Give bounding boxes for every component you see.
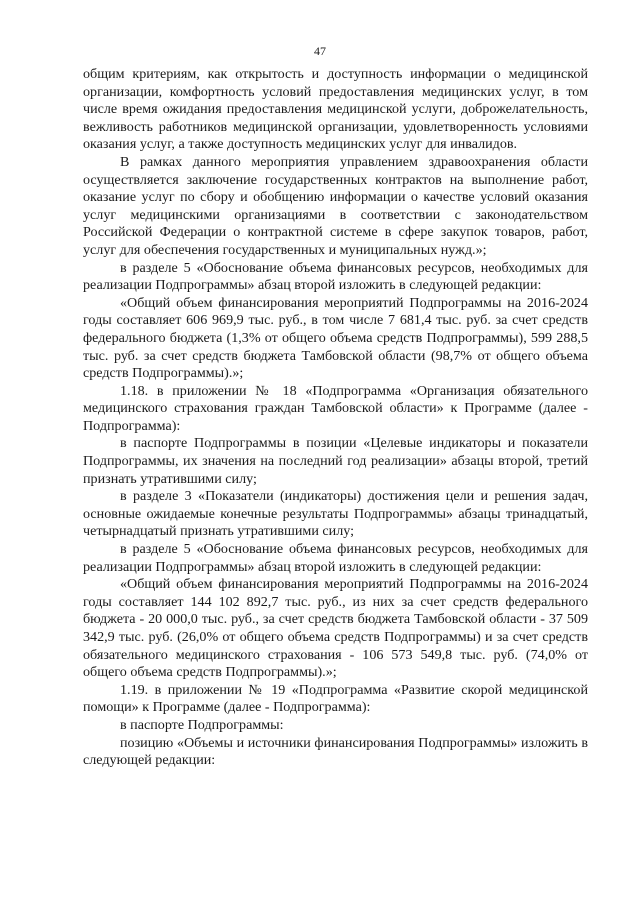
- paragraph: в разделе 5 «Обоснование объема финансовых ресурсов, необходимых для реализации Подпрограммы» абзац второй изложить в следующей редакции:: [83, 541, 588, 575]
- paragraph: позицию «Объемы и источники финансирования Подпрограммы» изложить в следующей редакции:: [83, 734, 588, 769]
- paragraph: в паспорте Подпрограммы в позиции «Целевые индикаторы и показатели Подпрограммы, их значения на последний год реализации» абзацы второй, третий признать утратившими силу;: [83, 435, 588, 487]
- paragraph: 1.19. в приложении № 19 «Подпрограмма «Развитие скорой медицинской помощи» к Программе (далее - Подпрограмма):: [83, 681, 588, 716]
- paragraph: в паспорте Подпрограммы:: [120, 716, 284, 733]
- paragraph: В рамках данного мероприятия управлением здравоохранения области осуществляется заключение государственных контрактов на выполнение работ, оказание услуг по сбору и обобщению информации о качестве условий оказания услуг медицинскими организациями в соответствии с законодательством Российской Федерации о контрактной системе в сфере закупок товаров, работ, услуг для обеспечения государственных и муниципальных нужд.»;: [83, 153, 588, 258]
- paragraph: 1.18. в приложении № 18 «Подпрограмма «Организация обязательного медицинского страхования граждан Тамбовской области» к Программе (далее - Подпрограмма):: [83, 382, 588, 434]
- page-number: 47: [314, 44, 326, 58]
- paragraph: в разделе 3 «Показатели (индикаторы) достижения цели и решения задач, основные ожидаемые конечные результаты Подпрограммы» абзацы тринадцатый, четырнадцатый признать утратившими силу;: [83, 488, 588, 540]
- paragraph: общим критериям, как открытость и доступность информации о медицинской организации, комфортность условий предоставления медицинских услуг, в том числе время ожидания предоставления медицинской услуги, доброжелательность, вежливость работников медицинской организации, удовлетворенность условиями оказания услуг, а также доступность медицинских услуг для инвалидов.: [83, 66, 588, 153]
- paragraph: «Общий объем финансирования мероприятий Подпрограммы на 2016-2024 годы составляет 144 102 892,7 тыс. руб., из них за счет средств федерального бюджета - 20 000,0 тыс. руб., за счет средств бюджета Тамбовской области - 37 509 342,9 тыс. руб. (26,0% от общего объема средств Подпрограммы) и за счет средств обязательного медицинского страхования - 106 573 549,8 тыс. руб. (74,0% от общего объема средств Подпрограммы).»;: [83, 576, 588, 681]
- document-body: [83, 66, 588, 770]
- paragraph: в разделе 5 «Обоснование объема финансовых ресурсов, необходимых для реализации Подпрограммы» абзац второй изложить в следующей редакции:: [83, 259, 588, 294]
- paragraph: «Общий объем финансирования мероприятий Подпрограммы на 2016-2024 годы составляет 606 969,9 тыс. руб., в том числе 7 681,4 тыс. руб. за счет средств федерального бюджета (1,3% от общего объема средств Подпрограммы), 599 288,5 тыс. руб. за счет средств бюджета Тамбовской области (98,7% от общего объема средств Подпрограммы).»;: [83, 294, 588, 382]
